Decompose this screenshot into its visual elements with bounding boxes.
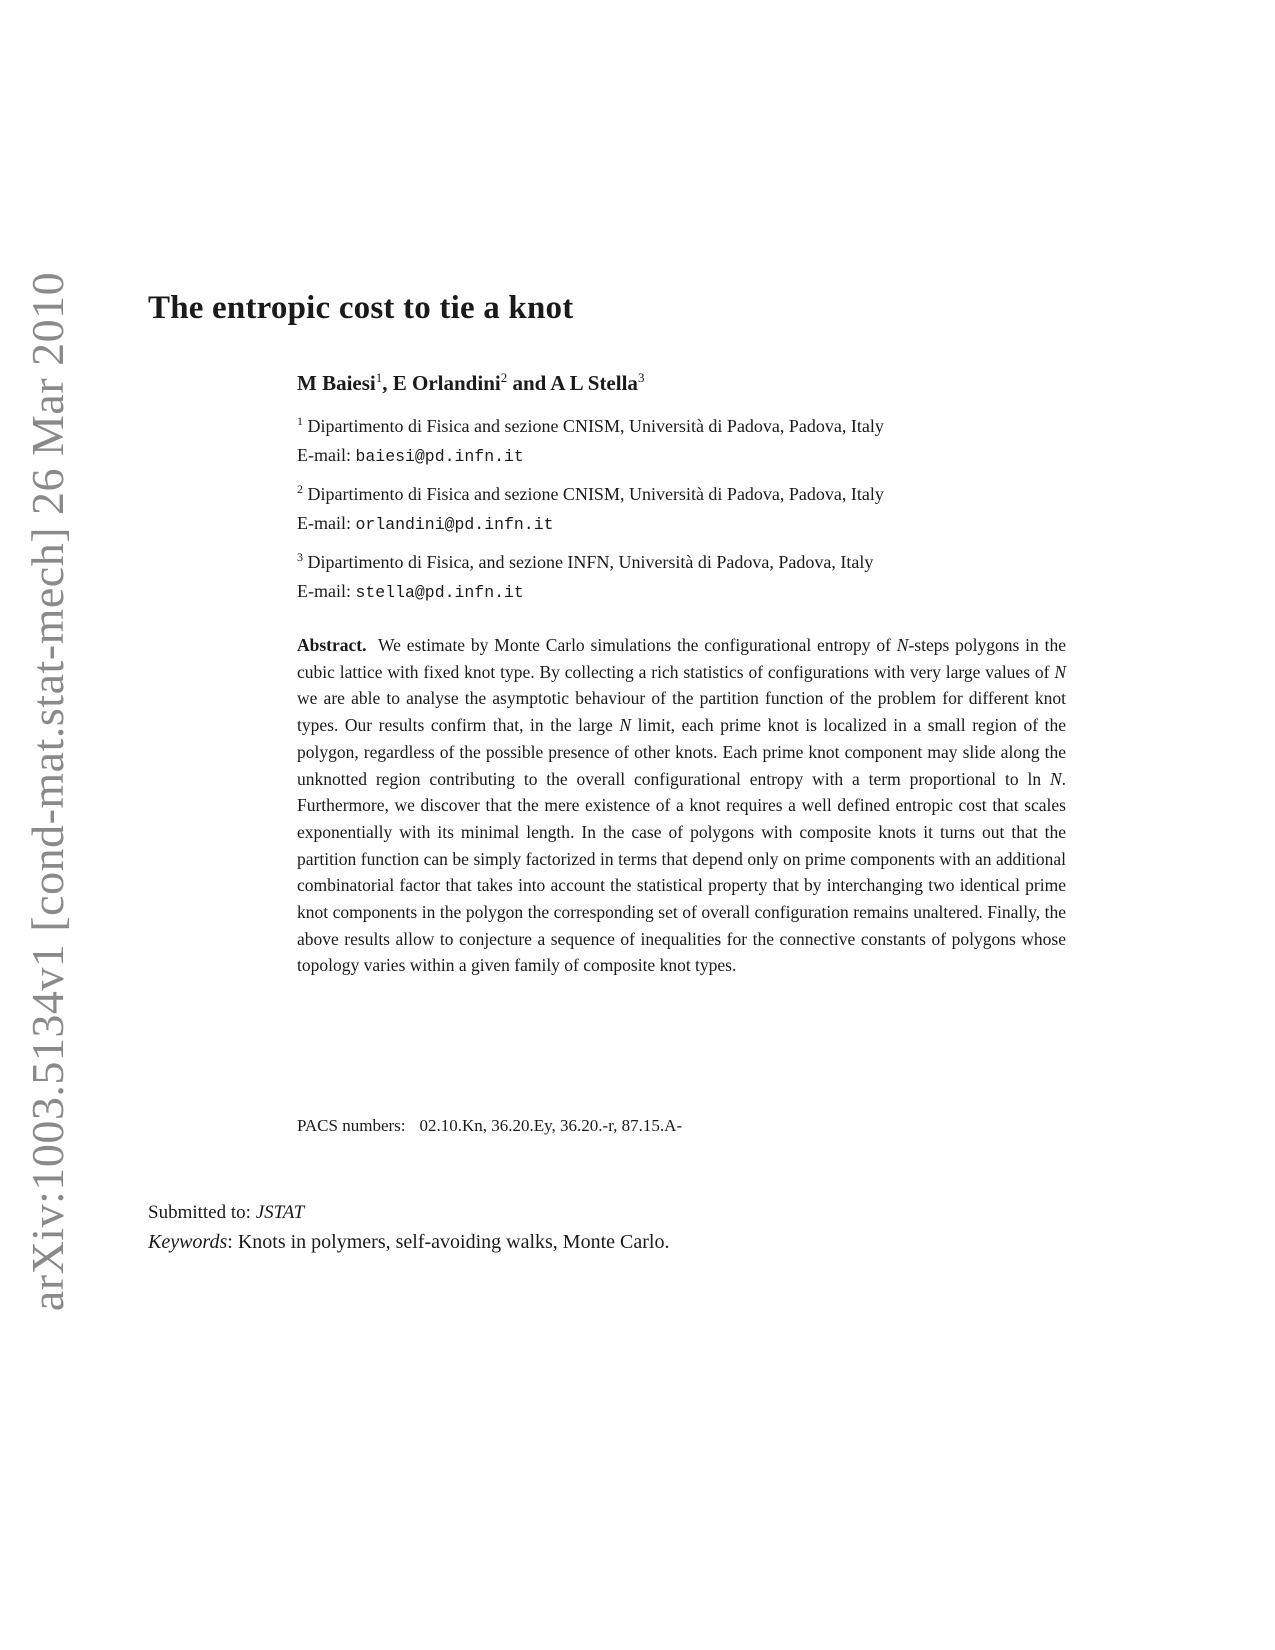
arxiv-stamp-text: arXiv:1003.5134v1 [cond-mat.stat-mech] 26 Mar 2010 (22, 271, 74, 1311)
email-address[interactable]: stella@pd.infn.it (355, 583, 524, 602)
abstract-text: we are able to analyse the asymptotic behaviour of the partition function of the problem for different knot types. Our results confirm that, in the large (297, 688, 1066, 736)
math-variable: N (1054, 661, 1066, 682)
affiliation-mark: 3 (297, 550, 303, 564)
email-label: E-mail: (297, 581, 356, 601)
affiliation-line (297, 543, 1077, 577)
email-address[interactable]: baiesi@pd.infn.it (355, 447, 524, 466)
abstract-text: . Furthermore, we discover that the mere existence of a knot requires a well defined entropic cost that scales exponentially with its minimal length. In the case of polygons with composite knots it turns out that the partition function can be simply factorized in terms that depend only on prime components with an additional combinatorial factor that takes into account the statistical property that by interchanging two identical prime knot components in the polygon the corresponding set of overall configuration remains unaltered. Finally, the above results allow to conjecture a sequence of inequalities for the connective constants of polygons whose topology varies within a given family of composite knot types. (297, 768, 1066, 976)
math-variable: N (619, 715, 632, 736)
author-name: E Orlandini (392, 371, 501, 395)
keywords-value: Knots in polymers, self-avoiding walks, Monte Carlo. (237, 1231, 670, 1253)
affiliation-line (297, 407, 1077, 441)
email-label: E-mail: (297, 513, 356, 533)
affiliation-mark: 1 (297, 414, 303, 428)
affiliation-line (297, 475, 1077, 509)
affiliation-block (297, 407, 1077, 611)
author-affiliation-mark: 2 (500, 370, 508, 385)
affiliation-text: Dipartimento di Fisica and sezione CNISM, Università di Padova, Padova, Italy (303, 484, 884, 504)
pacs-value: 02.10.Kn, 36.20.Ey, 36.20.-r, 87.15.A- (419, 1116, 683, 1135)
keywords-separator: : (227, 1231, 238, 1253)
email-label: E-mail: (297, 445, 356, 465)
abstract (297, 632, 1066, 979)
email-address[interactable]: orlandini@pd.infn.it (355, 515, 554, 534)
paper-title: The entropic cost to tie a knot (148, 290, 574, 326)
pacs-label: PACS numbers: (297, 1116, 406, 1135)
author-separator: and (507, 371, 551, 395)
email-line (297, 577, 1077, 607)
math-variable: N (896, 635, 909, 655)
abstract-text: limit, each prime knot is localized in a small region of the polygon, regardless of the possible presence of other knots. Each prime knot component may slide along the unknotted region contributing to the overall configurational entropy with a term proportional to ln (297, 715, 1066, 789)
arxiv-identifier-stamp (20, 271, 76, 1311)
author-affiliation-mark: 3 (637, 370, 645, 385)
author-affiliation-mark: 1 (375, 370, 383, 385)
abstract-label: Abstract. (297, 635, 367, 655)
author-name: A L Stella (550, 371, 638, 395)
journal-name: JSTAT (255, 1202, 305, 1223)
author-separator: , (382, 371, 393, 395)
affiliation-mark: 2 (297, 482, 303, 496)
submitted-label: Submitted to: (148, 1202, 256, 1223)
author-list (297, 370, 644, 396)
keywords-label: Keywords (148, 1231, 228, 1253)
affiliation-text: Dipartimento di Fisica, and sezione INFN, Università di Padova, Padova, Italy (303, 552, 874, 572)
keywords (148, 1231, 669, 1254)
email-line (297, 509, 1077, 539)
math-variable: N (1049, 768, 1062, 789)
submitted-to (148, 1202, 304, 1224)
affiliation-text: Dipartimento di Fisica and sezione CNISM, Università di Padova, Padova, Italy (303, 416, 884, 436)
author-name: M Baiesi (297, 371, 376, 395)
pacs-numbers (297, 1116, 682, 1136)
email-line (297, 441, 1077, 471)
abstract-text: We estimate by Monte Carlo simulations the configurational entropy of (378, 635, 897, 655)
abstract-text: -steps polygons in the cubic lattice with fixed knot type. By collecting a rich statistics of configurations with very large values of (297, 635, 1066, 682)
